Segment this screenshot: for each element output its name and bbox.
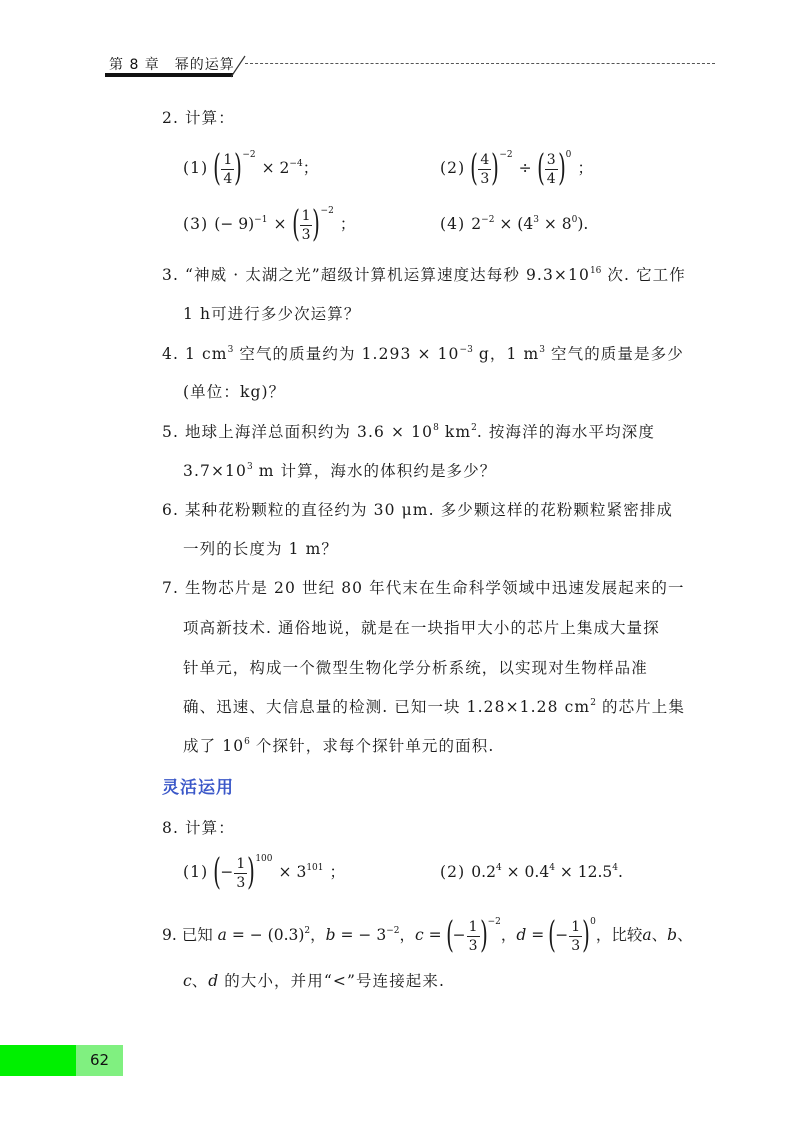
problem-4-line-2: (单位：kg)？ <box>183 383 286 401</box>
problem-6-line-1: 6. 某种花粉颗粒的直径约为 30 μm. 多少颗这样的花粉颗粒紧密排成 <box>162 501 674 519</box>
fraction: $\frac{1}{3}$ <box>301 207 311 243</box>
problem-2-stem: 2. 计算： <box>162 109 235 127</box>
problem-7-line-2: 项高新技术. 通俗地说，就是在一块指甲大小的芯片上集成大量探 <box>183 619 660 637</box>
problem-5-line-2: $3.7\times 10^3$ m 计算，海水的体积约是多少？ <box>183 462 497 480</box>
chapter-header <box>105 52 715 78</box>
problem-3-line-1: 3. “神威 · 太湖之光”超级计算机运算速度达每秒 $9.3\times 10^{16}$ 次. 它工作 <box>162 266 686 284</box>
page-number-tab <box>0 1045 76 1076</box>
fraction: $\frac{1}{3}$ <box>236 855 246 891</box>
problem-3-line-2: 1 h可进行多少次运算？ <box>183 305 361 323</box>
problem-6-line-2: 一列的长度为 1 m？ <box>183 540 339 558</box>
problem-8-part-2: (2) $0.2^4 \times 0.4^4 \times 12.5^4$. <box>440 863 625 881</box>
fraction: $\frac{3}{4}$ <box>546 151 556 187</box>
fraction: $\frac{1}{3}$ <box>571 918 581 954</box>
header-underline <box>105 73 233 77</box>
fraction: $\frac{1}{3}$ <box>468 918 478 954</box>
fraction: $\frac{1}{4}$ <box>223 151 233 187</box>
problem-7-line-5: 成了 $10^6$ 个探针，求每个探针单元的面积. <box>183 737 495 755</box>
problem-9-line-2: c、d 的大小，并用“<”号连接起来. <box>183 972 446 990</box>
problem-2-part-3: (3) (− 9)$^{-1}$ × ( $\frac{1}{3}$ )$^{-2}$ ； <box>183 204 357 245</box>
page-number: 62 <box>76 1045 123 1076</box>
problem-8-part-1: (1) (− $\frac{1}{3}$ )$^{100} \times 3^{101}$ ； <box>183 852 347 893</box>
problem-5-line-1: 5. 地球上海洋总面积约为 $3.6 \times 10^8$ $km^2$. 按海洋的海水平均深度 <box>162 423 655 441</box>
problem-2-part-1: (1) ( $\frac{1}{4}$ )$^{-2} \times 2^{-4}$； <box>183 148 320 189</box>
header-dashed-rule <box>245 63 715 64</box>
problem-8-stem: 8. 计算： <box>162 819 235 837</box>
problem-4-line-1: 4. 1 $cm^3$ 空气的质量约为 $1.293 \times 10^{-3}$ g，1 $m^3$ 空气的质量是多少 <box>162 345 684 363</box>
problem-7-line-1: 7. 生物芯片是 20 世纪 80 年代末在生命科学领域中迅速发展起来的一 <box>162 579 685 597</box>
problem-7-line-3: 针单元，构成一个微型生物化学分析系统，以实现对生物样品准 <box>183 659 648 677</box>
fraction: $\frac{4}{3}$ <box>480 151 490 187</box>
problem-2-part-4: (4) $2^{-2} \times (4^3 \times 8^0)$. <box>440 215 589 233</box>
section-title: 灵活运用 <box>162 778 234 798</box>
header-slash-decoration <box>229 54 247 78</box>
chapter-title: 第 8 章 幂的运算 <box>109 57 235 73</box>
problem-9-line-1: 9. 已知 a = − $(0.3)^2$，b = − $3^{-2}$，c = (− $\frac{1}{3}$ )$^{-2}$，d = (− $\frac{1}{3}$ )$^0$，比较a、b、 <box>162 915 693 956</box>
problem-7-line-4: 确、迅速、大信息量的检测. 已知一块 1.28×1.28 $cm^2$ 的芯片上集 <box>183 698 685 716</box>
problem-2-part-2: (2) ( $\frac{4}{3}$ )$^{-2}$ ÷ ( $\frac{3}{4}$ )$^0$ ； <box>440 148 595 189</box>
